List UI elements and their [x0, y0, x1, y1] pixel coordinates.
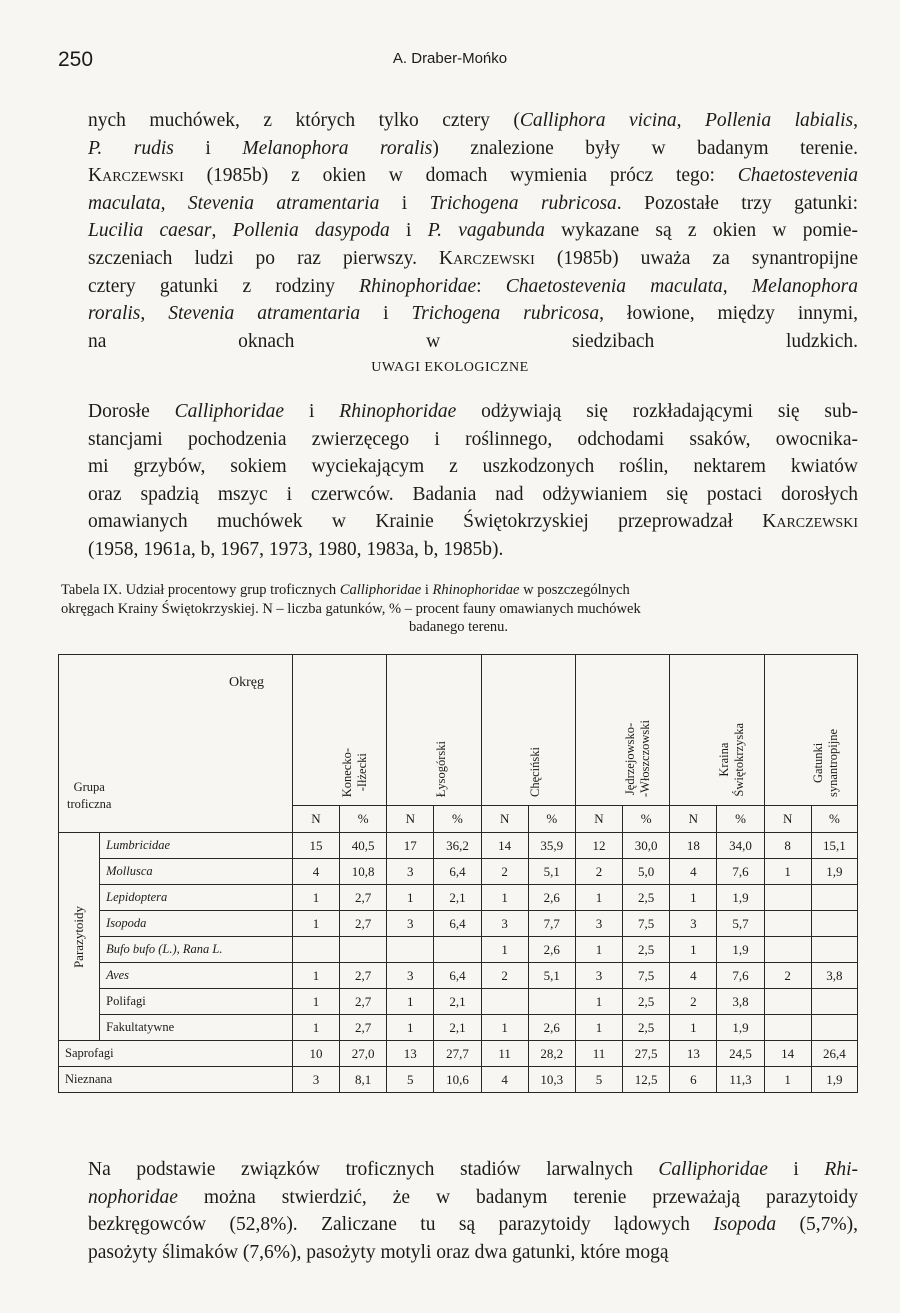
text-line: Lucilia caesar, Pollenia dasypoda i P. vagabunda wykazane są z okien w pomie-	[88, 220, 858, 242]
corner-bottom-line-1: Grupa	[73, 779, 105, 794]
unit-n: N	[481, 806, 528, 833]
table-cell: 1,9	[811, 1067, 857, 1093]
region-label: Łysogórski	[433, 740, 448, 797]
caption-line: badanego terenu.	[408, 619, 509, 635]
text-line: cztery gatunki z rodziny Rhinophoridae: Chaetostevenia maculata, Melanophora	[88, 275, 859, 297]
table-cell: 2,1	[434, 885, 481, 911]
table-row	[59, 937, 858, 963]
text-line: Dorosłe Calliphoridae i Rhinophoridae odżywiają się rozkładającymi się sub-	[88, 401, 858, 422]
table-cell: 5,1	[528, 963, 575, 989]
table-cell: 18	[670, 833, 717, 859]
table-cell: 7,7	[528, 911, 575, 937]
table-cell: 3	[575, 963, 622, 989]
table-cell: 2,6	[528, 885, 575, 911]
row-label: Mollusca	[100, 859, 293, 885]
table-cell	[764, 885, 811, 911]
table-cell: 2,7	[340, 963, 387, 989]
table-cell: 2	[481, 963, 528, 989]
unit-pct: %	[434, 806, 481, 833]
row-label: Isopoda	[100, 911, 293, 937]
table-cell: 4	[292, 859, 339, 885]
table-cell: 14	[764, 1041, 811, 1067]
paragraph-1	[88, 107, 858, 355]
table-cell: 2,1	[434, 989, 481, 1015]
table-cell: 10,3	[528, 1067, 575, 1093]
table-cell: 2,6	[528, 1015, 575, 1041]
table-cell: 27,5	[623, 1041, 670, 1067]
row-label: Aves	[100, 963, 293, 989]
table-cell	[434, 937, 481, 963]
table-cell	[528, 989, 575, 1015]
paragraph-2	[88, 398, 858, 564]
table-cell: 30,0	[623, 833, 670, 859]
table-cell: 12,5	[623, 1067, 670, 1093]
text-line: pasożyty ślimaków (7,6%), pasożyty motyli oraz dwa gatunki, które mogą	[88, 1241, 669, 1263]
region-header	[292, 655, 386, 806]
table-row	[59, 1015, 858, 1041]
table-cell: 8,1	[340, 1067, 387, 1093]
row-label: Nieznana	[59, 1067, 293, 1093]
table-cell: 11,3	[717, 1067, 764, 1093]
table-cell: 3	[387, 911, 434, 937]
table-cell: 11	[575, 1041, 622, 1067]
table-cell: 4	[670, 859, 717, 885]
text-line: mi grzybów, sokiem wyciekającym z uszkodzonych roślin, nektarem kwiatów	[88, 456, 858, 478]
table-row	[59, 911, 858, 937]
table-cell: 2,7	[340, 911, 387, 937]
table-cell	[811, 885, 857, 911]
region-label: Gatunki synantropijne	[810, 728, 840, 797]
table-cell: 35,9	[528, 833, 575, 859]
table-cell: 1	[575, 1015, 622, 1041]
caption-line: okręgach Krainy Świętokrzyskiej. N – liczba gatunków, % – procent fauny omawianych muchówek	[61, 600, 641, 617]
table-cell	[764, 911, 811, 937]
table-cell: 11	[481, 1041, 528, 1067]
table-cell: 1	[481, 937, 528, 963]
text-line: omawianych muchówek w Krainie Świętokrzyskiej przeprowadzał Karczewski	[88, 511, 858, 533]
table-cell: 2,5	[623, 989, 670, 1015]
table-cell: 3	[575, 911, 622, 937]
table-row	[59, 963, 858, 989]
table-cell: 2	[575, 859, 622, 885]
table-cell: 40,5	[340, 833, 387, 859]
paragraph-3	[88, 1156, 858, 1266]
parasitoid-group-label: Parazytoidy	[71, 905, 87, 968]
unit-pct: %	[340, 806, 387, 833]
corner-cell	[59, 655, 293, 833]
table-cell: 1,9	[717, 937, 764, 963]
table-row	[59, 885, 858, 911]
table-cell	[811, 911, 857, 937]
table-cell: 7,6	[717, 963, 764, 989]
region-label: Kraina Świętokrzyska	[716, 723, 746, 797]
table-cell: 15,1	[811, 833, 857, 859]
region-label: Jędrzejowsko- -Włoszczowski	[622, 719, 652, 797]
table-cell: 12	[575, 833, 622, 859]
unit-pct: %	[811, 806, 857, 833]
running-header	[58, 48, 842, 74]
text-line: szczeniach ludzi po raz pierwszy. Karczewski (1985b) uważa za synantropijne	[88, 247, 859, 269]
table-cell: 1,9	[717, 885, 764, 911]
unit-n: N	[292, 806, 339, 833]
unit-pct: %	[528, 806, 575, 833]
table-cell: 3	[292, 1067, 339, 1093]
table-cell: 3	[670, 911, 717, 937]
table-cell	[292, 937, 339, 963]
table-cell: 5	[575, 1067, 622, 1093]
table-cell	[764, 937, 811, 963]
table-cell: 1	[575, 885, 622, 911]
table-cell: 10	[292, 1041, 339, 1067]
corner-bottom-label	[67, 779, 111, 813]
table-cell: 1	[387, 989, 434, 1015]
table-cell: 8	[764, 833, 811, 859]
table-cell: 27,7	[434, 1041, 481, 1067]
table-cell: 2,5	[623, 937, 670, 963]
region-header	[387, 655, 481, 806]
corner-top-label: Okręg	[229, 674, 264, 690]
table-cell: 1,9	[811, 859, 857, 885]
table-cell: 1	[670, 1015, 717, 1041]
table-cell	[811, 1015, 857, 1041]
table-cell: 26,4	[811, 1041, 857, 1067]
data-table	[58, 654, 858, 1093]
text-line: nophoridae można stwierdzić, że w badanym terenie przeważają parazytoidy	[88, 1186, 858, 1208]
table-cell	[481, 989, 528, 1015]
table-cell: 5	[387, 1067, 434, 1093]
table-cell: 5,1	[528, 859, 575, 885]
page-number: 250	[58, 48, 94, 71]
unit-n: N	[670, 806, 717, 833]
unit-n: N	[575, 806, 622, 833]
text-line: na oknach w siedzibach ludzkich.	[88, 330, 858, 352]
table-cell: 1	[670, 937, 717, 963]
text-line: (1958, 1961a, b, 1967, 1973, 1980, 1983a, b, 1985b).	[88, 538, 504, 560]
table-cell: 6,4	[434, 963, 481, 989]
table-cell: 1	[292, 963, 339, 989]
text-line: bezkręgowców (52,8%). Zaliczane tu są parazytoidy lądowych Isopoda (5,7%),	[88, 1214, 858, 1236]
table-cell: 1,9	[717, 1015, 764, 1041]
table-cell: 6	[670, 1067, 717, 1093]
region-label: Chęciński	[528, 747, 543, 797]
table-cell: 13	[387, 1041, 434, 1067]
table-row	[59, 989, 858, 1015]
unit-pct: %	[717, 806, 764, 833]
table-cell: 6,4	[434, 911, 481, 937]
table-cell	[764, 1015, 811, 1041]
table-cell: 5,0	[623, 859, 670, 885]
table-cell: 2	[481, 859, 528, 885]
row-label: Lumbricidae	[100, 833, 293, 859]
table-header-row	[59, 655, 858, 806]
region-label: Konecko- -Iłżecki	[339, 747, 369, 797]
table-cell: 34,0	[717, 833, 764, 859]
table-cell: 3	[387, 859, 434, 885]
table-cell: 3,8	[717, 989, 764, 1015]
unit-pct: %	[623, 806, 670, 833]
text-line: roralis, Stevenia atramentaria i Trichogena rubricosa, łowione, między innymi,	[88, 303, 859, 325]
table-cell: 7,5	[623, 963, 670, 989]
table-cell: 1	[670, 885, 717, 911]
table-caption	[61, 581, 856, 637]
text-line: Karczewski (1985b) z okien w domach wymienia prócz tego: Chaetostevenia	[88, 165, 858, 187]
table-row	[59, 1041, 858, 1067]
table-cell: 10,6	[434, 1067, 481, 1093]
table-cell: 2,6	[528, 937, 575, 963]
row-label: Bufo bufo (L.), Rana L.	[100, 937, 293, 963]
table-cell: 1	[764, 1067, 811, 1093]
region-header	[764, 655, 857, 806]
table-cell: 1	[575, 937, 622, 963]
text-line: nych muchówek, z których tylko cztery (Calliphora vicina, Pollenia labialis,	[88, 110, 858, 131]
corner-bottom-line-2: troficzna	[67, 796, 112, 811]
table-cell: 5,7	[717, 911, 764, 937]
table-cell: 1	[387, 885, 434, 911]
table-cell: 1	[764, 859, 811, 885]
region-header	[670, 655, 764, 806]
table-cell: 1	[292, 989, 339, 1015]
table-cell: 6,4	[434, 859, 481, 885]
table-cell: 17	[387, 833, 434, 859]
table-cell: 2	[764, 963, 811, 989]
table-cell: 28,2	[528, 1041, 575, 1067]
table-cell: 10,8	[340, 859, 387, 885]
table-cell	[340, 937, 387, 963]
row-label: Lepidoptera	[100, 885, 293, 911]
parasitoid-group-cell	[59, 833, 100, 1041]
table-row	[59, 1067, 858, 1093]
text-line: maculata, Stevenia atramentaria i Trichogena rubricosa. Pozostałe trzy gatunki:	[88, 192, 858, 214]
section-heading: UWAGI EKOLOGICZNE	[371, 360, 529, 375]
caption-line: Tabela IX. Udział procentowy grup troficznych Calliphoridae i Rhinophoridae w poszczególnych	[61, 582, 630, 598]
table-cell	[811, 989, 857, 1015]
table-cell: 1	[481, 885, 528, 911]
table-cell: 1	[292, 911, 339, 937]
text-line: Na podstawie związków troficznych stadiów larwalnych Calliphoridae i Rhi-	[88, 1159, 858, 1180]
table-cell: 1	[481, 1015, 528, 1041]
text-line: oraz spadzią mszyc i czerwców. Badania nad odżywianiem się postaci dorosłych	[88, 483, 858, 505]
region-header	[575, 655, 669, 806]
table-cell: 1	[292, 885, 339, 911]
row-label: Polifagi	[100, 989, 293, 1015]
table-cell: 2,7	[340, 1015, 387, 1041]
row-label: Fakultatywne	[100, 1015, 293, 1041]
table-cell: 2,5	[623, 1015, 670, 1041]
table-cell: 2,7	[340, 989, 387, 1015]
table-cell: 27,0	[340, 1041, 387, 1067]
table-cell: 3	[387, 963, 434, 989]
table-cell: 2,5	[623, 885, 670, 911]
table-cell: 14	[481, 833, 528, 859]
unit-n: N	[764, 806, 811, 833]
table-cell: 36,2	[434, 833, 481, 859]
table-body	[59, 833, 858, 1093]
text-line: stancjami pochodzenia zwierzęcego i roślinnego, odchodami ssaków, owocnika-	[88, 428, 858, 450]
table-cell: 1	[575, 989, 622, 1015]
table-cell: 24,5	[717, 1041, 764, 1067]
table-cell	[764, 989, 811, 1015]
table-cell: 4	[481, 1067, 528, 1093]
table-cell: 4	[670, 963, 717, 989]
table-row	[59, 833, 858, 859]
table-cell: 2,7	[340, 885, 387, 911]
table-cell: 1	[387, 1015, 434, 1041]
running-author: A. Draber-Mońko	[392, 50, 508, 67]
row-label: Saprofagi	[59, 1041, 293, 1067]
unit-n: N	[387, 806, 434, 833]
region-header	[481, 655, 575, 806]
table-cell	[387, 937, 434, 963]
table-row	[59, 859, 858, 885]
table-cell: 1	[292, 1015, 339, 1041]
text-line: P. rudis i Melanophora roralis) znalezione były w badanym terenie.	[88, 137, 858, 159]
table-cell: 3	[481, 911, 528, 937]
table-cell: 13	[670, 1041, 717, 1067]
table-cell: 7,5	[623, 911, 670, 937]
table-cell: 2	[670, 989, 717, 1015]
table-cell	[811, 937, 857, 963]
table-cell: 7,6	[717, 859, 764, 885]
table-cell: 15	[292, 833, 339, 859]
table-cell: 3,8	[811, 963, 857, 989]
table-cell: 2,1	[434, 1015, 481, 1041]
